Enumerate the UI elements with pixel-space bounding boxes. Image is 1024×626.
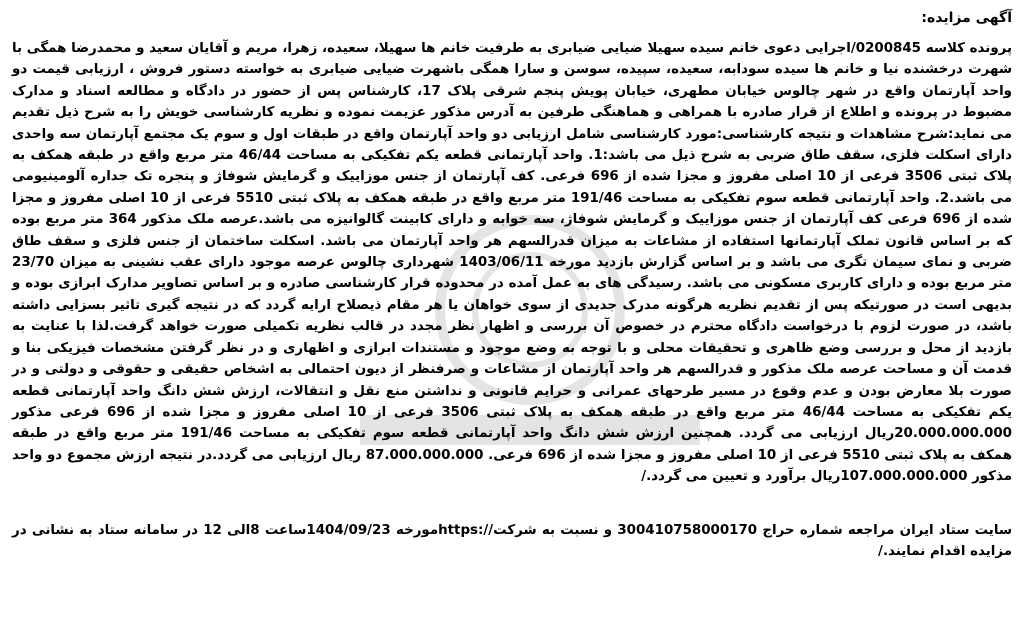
notice-body: پرونده کلاسه 0200845/اجرایی دعوی خانم سیده سهیلا ضیایی ضیابری به طرفیت خانم ها سهیلا، سعیده، زهرا، مریم و آقایان سعید و محمدرضا همگی با شهرت درخشنده نیا و خانم ها سیده سودابه، سعیده، سپیده، سوسن و سارا همگی باشهرت ضیایی ضیابری به خواسته دستور فروش ، ارزیابی قیمت دو واحد آپارتمان واقع در شهر چالوس خیابان مطهری، خیابان پویش پنجم شرقی پلاک 17، کارشناس پس از حضور در دادگاه و مطالعه اسناد و مدارک مضبوط در پرونده و اطلاع از قرار صادره با همراهی و هماهنگی طرفین به آدرس مذکور عزیمت نموده و نظریه کارشناسی خویش را به شرح ذیل تقدیم می نماید:شرح مشاهدات و نتیجه کارشناسی:مورد کارشناسی شامل ارزیابی دو واحد آپارتمان واقع در طبقات اول و سوم یک مجتمع آپارتمان سه واحدی دارای اسکلت فلزی، سقف طاق ضربی به شرح ذیل می باشد:1. واحد آپارتمانی قطعه یکم تفکیکی به مساحت 46/44 متر مربع واقع در طبقه همکف به پلاک ثبتی 3506 فرعی از 10 اصلی مفروز و مجزا شده از 696 فرعی. کف آپارتمان از جنس موزاییک و گرمایش شوفاژ و پنجره تک جداره آلومینیومی می باشد.2. واحد آپارتمانی قطعه سوم تفکیکی به مساحت 191/46 متر مربع واقع در طبقه همکف به پلاک ثبتی 5510 فرعی از 10 اصلی مفروز و مجزا شده از 696 فرعی کف آپارتمان از جنس موزاییک و گرمایش شوفاژ، سه خوابه و دارای کابینت گالوانیزه می باشد.عرصه ملک مذکور 364 متر مربع بوده که بر اساس قانون تملک آپارتمانها استفاده از مشاعات به میزان قدرالسهم هر واحد آپارتمان می باشد. اسکلت ساختمان از جنس فلزی و سقف طاق ضربی و نمای سیمان تگری می باشد و بر اساس گزارش بازدید مورخه 1403/06/11 شهرداری چالوس عرصه موجود دارای عقب نشینی به میزان 23/70 متر مربع بوده و دارای کاربری مسکونی می باشد. رسیدگی های به عمل آمده در محدوده قرار کارشناسی صادره و بر اساس تصاویر مدارک ابرازی بوده و بدیهی است در صورتیکه پس از تقدیم نظریه هرگونه مدرک جدیدی از سوی خواهان یا هر مقام ذیصلاح ارایه گردد که در نتیجه گیری تاثیر بسزایی داشته باشد، در صورت لزوم با درخواست دادگاه محترم در خصوص آن بررسی و اظهار نظر مجدد در قالب نظریه تکمیلی صورت خواهد گرفت.لذا با عنایت به بازدید از محل و بررسی وضع ظاهری و تحقیقات محلی و با توجه به وضع موجود و مستندات ابرازی و اظهاری و در نظر گرفتن مشخصات فیزیکی بنا و قدمت آن و مساحت عرصه ملک مذکور و قدرالسهم هر واحد آپارتمان از مشاعات و صرفنظر از دیون احتمالی به اشخاص حقیقی و حقوقی و دولتی و در صورت بلا معارض بودن و عدم وقوع در مسیر طرحهای عمرانی و حرایم قانونی و نداشتن منع نقل و انتقالات، ارزش شش دانگ واحد آپارتمانی قطعه یکم تفکیکی به مساحت 46/44 متر مربع واقع در طبقه همکف به پلاک ثبتی 3506 فرعی از 10 اصلی مفروز و مجزا شده از 696 فرعی مذکور 20.000.000.000ریال ارزیابی می گردد. همچنین ارزش شش دانگ واحد آپارتمانی قطعه سوم تفکیکی به مساحت 191/46 متر مربع واقع در طبقه همکف به پلاک ثبتی 5510 فرعی از 10 اصلی مفروز و مجزا شده از 696 فرعی. 87.000.000.000 ریال ارزیابی می گردد.در نتیجه ارزش مجموع دو واحد مذکور 107.000.000.000ریال برآورد و تعیین می گردد./: [12, 41, 1013, 485]
notice-footer: سایت ستاد ایران مراجعه شماره حراج 300410758000170 و نسبت به شرکت//:httpsمورخه 1404/09/23ساعت 8الی 12 در سامانه ستاد به نشانی در مزایده اقدام نمایند./: [12, 522, 1013, 559]
notice-title: آگهی مزایده:: [921, 10, 1012, 26]
section-gap: [12, 488, 1012, 520]
